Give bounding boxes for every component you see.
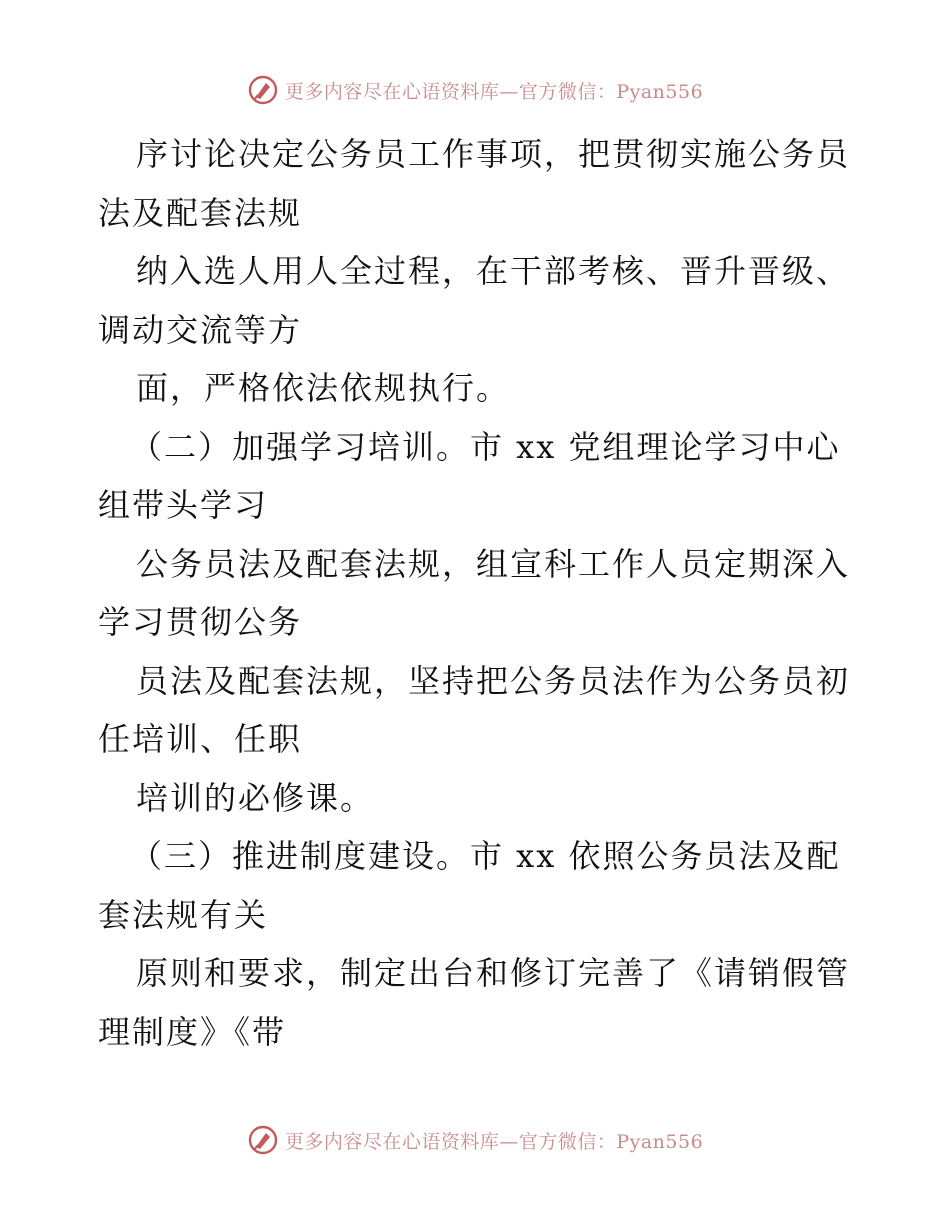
text-line: 纳入选人用人全过程，在干部考核、晋升晋级、 <box>136 252 851 290</box>
text-line: 调动交流等方 <box>98 310 303 349</box>
text-line: （三）推进制度建设。市 xx 依照公务员法及配 <box>130 837 841 875</box>
watermark-text: 更多内容尽在心语资料库—官方微信：Pyan556 <box>284 1130 704 1153</box>
text-line: 组带头学习 <box>98 486 269 524</box>
document-body <box>98 125 858 1061</box>
text-line: 任培训、任职 <box>98 720 303 758</box>
text-line: 理制度》《带 <box>98 1012 287 1051</box>
watermark-text: 更多内容尽在心语资料库—官方微信：Pyan556 <box>284 80 704 103</box>
text-line: 法及配套法规 <box>98 193 303 232</box>
text-line: 原则和要求，制定出台和修订完善了《请销假管 <box>136 954 851 992</box>
text-line: （二）加强学习培训。市 xx 党组理论学习中心 <box>130 427 841 466</box>
text-line: 套法规有关 <box>98 895 269 934</box>
pen-nib-logo-icon <box>247 1124 279 1156</box>
text-line: 公务员法及配套法规，组宣科工作人员定期深入 <box>136 544 851 583</box>
pen-nib-logo-icon <box>247 74 279 106</box>
text-line: 学习贯彻公务 <box>98 603 303 641</box>
text-line: 序讨论决定公务员工作事项，把贯彻实施公务员 <box>136 135 851 173</box>
header-watermark <box>0 72 950 108</box>
footer-watermark <box>0 1122 950 1158</box>
text-line: 员法及配套法规，坚持把公务员法作为公务员初 <box>136 661 851 700</box>
text-line: 培训的必修课。 <box>136 778 375 817</box>
text-line: 面，严格依法依规执行。 <box>136 369 511 407</box>
